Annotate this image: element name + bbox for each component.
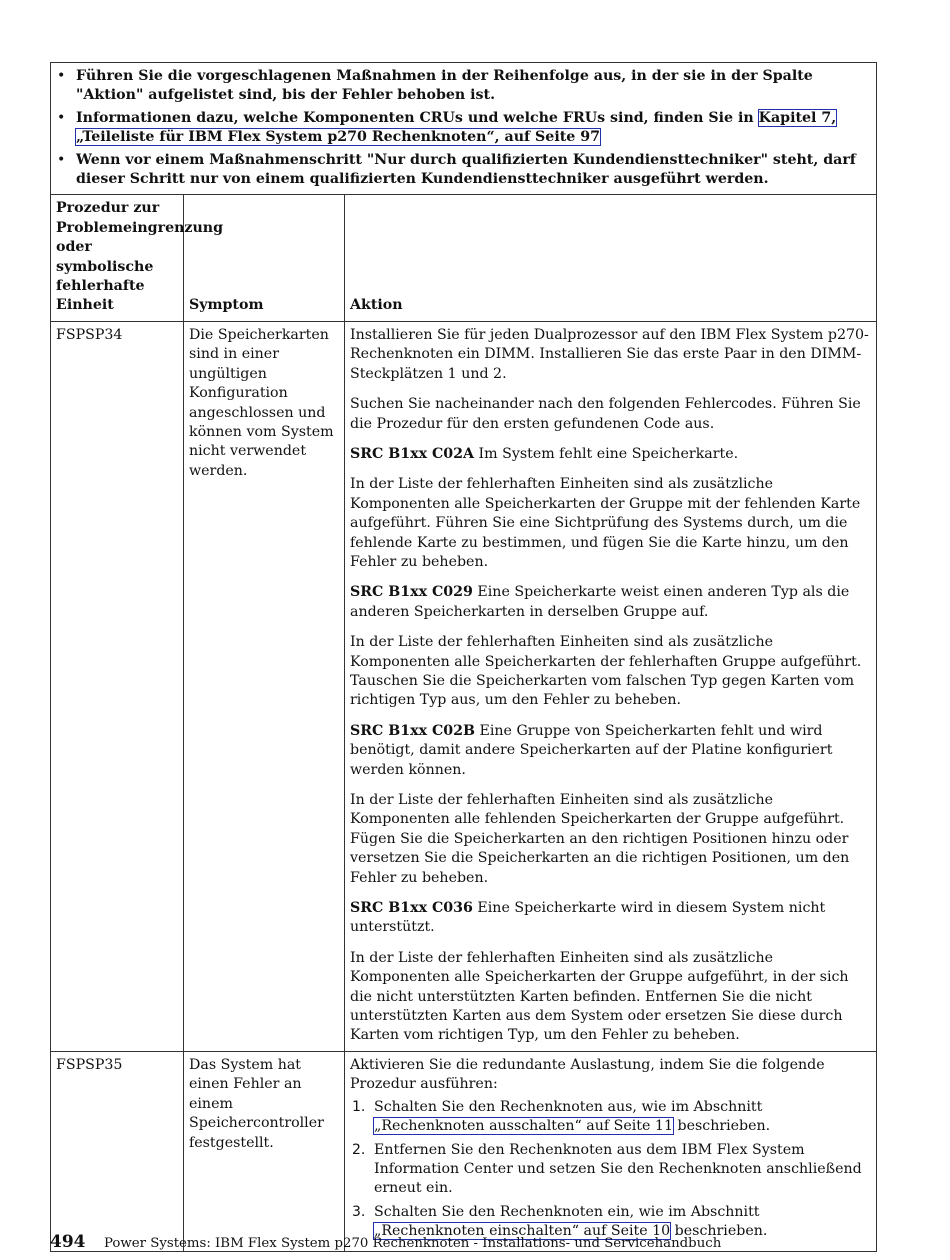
notes-row bbox=[51, 63, 877, 195]
parts-list-link[interactable]: Kapitel 7, „Teileliste für IBM Flex System p270 Rechenknoten“, auf Seite 97 bbox=[76, 109, 837, 146]
procedure-id: FSPSP35 bbox=[51, 1051, 184, 1251]
action-paragraph bbox=[350, 475, 871, 572]
action-text: Im System fehlt eine Speicherkarte. bbox=[474, 445, 739, 462]
action-paragraph bbox=[350, 722, 871, 780]
header-action: Aktion bbox=[345, 195, 877, 321]
action-text: Eine Speicherkarte wird in diesem System nicht unterstützt. bbox=[350, 900, 826, 936]
step-item bbox=[350, 1098, 871, 1137]
action-text: Suchen Sie nacheinander nach den folgenden Fehlercodes. Führen Sie die Prozedur für den ersten gefundenen Code aus. bbox=[350, 396, 861, 432]
action-text: In der Liste der fehlerhaften Einheiten sind als zusätzliche Komponenten alle Speicherkarten der Gruppe aufgeführt, in der sich die nicht unterstützten Karten befinden. Entfernen Sie die nicht unterstützten Karten aus dem System oder ersetzen Sie diese durch Karten vom richtigen Typ, um den Fehler zu beheben. bbox=[350, 949, 849, 1044]
step-text: Entfernen Sie den Rechenknoten aus dem IBM Flex System Information Center und setzen Sie den Rechenknoten anschließend erneut ein. bbox=[374, 1141, 862, 1197]
action-paragraph bbox=[350, 949, 871, 1046]
book-title: Power Systems: IBM Flex System p270 Rechenknoten - Installations- und Servicehandbuch bbox=[104, 1236, 722, 1251]
src-code: SRC B1xx C036 bbox=[350, 900, 473, 917]
src-code: SRC B1xx C02B bbox=[350, 722, 476, 739]
note-item bbox=[56, 151, 862, 190]
action-text: Eine Gruppe von Speicherkarten fehlt und wird benötigt, damit andere Speicherkarten auf der Platine konfiguriert werden können. bbox=[350, 722, 833, 778]
procedure-id: FSPSP34 bbox=[51, 321, 184, 1051]
src-code: SRC B1xx C02A bbox=[350, 445, 475, 462]
action-paragraph bbox=[350, 791, 871, 888]
action-cell bbox=[345, 321, 877, 1051]
action-paragraph bbox=[350, 899, 871, 938]
src-code: SRC B1xx C029 bbox=[350, 584, 473, 601]
note-item bbox=[56, 109, 862, 148]
notes-cell bbox=[51, 63, 877, 195]
action-paragraph bbox=[350, 633, 871, 711]
page-number: 494 bbox=[50, 1232, 86, 1252]
power-off-link[interactable]: „Rechenknoten ausschalten“ auf Seite 11 bbox=[374, 1118, 673, 1135]
step-number: 2. bbox=[352, 1141, 366, 1158]
action-text: In der Liste der fehlerhaften Einheiten sind als zusätzliche Komponenten alle Speicherkarten der Gruppe mit der fehlenden Karte aufgeführt. Führen Sie eine Sichtprüfung des Systems durch, um die fehlende Karte zu bestimmen, und fügen Sie die Karte hinzu, um den Fehler zu beheben. bbox=[350, 476, 861, 570]
header-symptom: Symptom bbox=[184, 195, 345, 321]
step-item bbox=[350, 1141, 871, 1199]
action-paragraph bbox=[350, 326, 871, 384]
action-paragraph bbox=[350, 445, 871, 464]
action-text: In der Liste der fehlerhaften Einheiten sind als zusätzliche Komponenten alle Speicherkarten der fehlerhaften Gruppe aufgeführt. Tauschen Sie die Speicherkarten vom falschen Typ gegen Karten vom richtigen Typ aus, um den Fehler zu beheben. bbox=[350, 634, 862, 709]
action-text: In der Liste der fehlerhaften Einheiten sind als zusätzliche Komponenten alle fehlenden Speicherkarten der Gruppe aufgeführt. Fügen Sie die Speicherkarten an den richtigen Positionen hinzu oder versetzen Sie die Speicherkarten an die richtigen Positionen, um den Fehler zu beheben. bbox=[350, 792, 850, 886]
note-text: Wenn vor einem Maßnahmenschritt "Nur durch qualifizierten Kundendiensttechniker" steht, darf dieser Schritt nur von einem qualifizierten Kundendiensttechniker ausgeführt werden. bbox=[76, 151, 856, 188]
error-code-table bbox=[50, 62, 877, 1252]
note-item bbox=[56, 67, 862, 106]
note-text: Informationen dazu, welche Komponenten CRUs und welche FRUs sind, finden Sie in bbox=[76, 109, 759, 126]
step-text: beschrieben. bbox=[672, 1118, 771, 1135]
bullet-icon: • bbox=[57, 68, 66, 84]
action-paragraph bbox=[350, 395, 871, 434]
table-row bbox=[51, 1051, 877, 1251]
note-text: Führen Sie die vorgeschlagenen Maßnahmen in der Reihenfolge aus, in der sie in der Spalte "Aktion" aufgelistet sind, bis der Fehler behoben ist. bbox=[76, 68, 813, 104]
step-number: 1. bbox=[352, 1098, 366, 1115]
action-cell bbox=[345, 1051, 877, 1251]
step-number: 3. bbox=[352, 1203, 366, 1220]
step-text: Schalten Sie den Rechenknoten ein, wie im Abschnitt bbox=[374, 1203, 760, 1220]
bullet-icon: • bbox=[57, 109, 66, 126]
symptom-cell: Das System hat einen Fehler an einem Speichercontroller festgestellt. bbox=[184, 1051, 345, 1251]
notes-list bbox=[56, 67, 862, 189]
action-paragraph bbox=[350, 583, 871, 622]
symptom-cell: Die Speicherkarten sind in einer ungültigen Konfiguration angeschlossen und können vom System nicht verwendet werden. bbox=[184, 321, 345, 1051]
action-text: Eine Speicherkarte weist einen anderen Typ als die anderen Speicherkarten in derselben Gruppe auf. bbox=[350, 584, 850, 620]
page-footer bbox=[50, 1233, 721, 1253]
table-row bbox=[51, 321, 877, 1051]
bullet-icon: • bbox=[57, 151, 66, 168]
power-on-link[interactable]: „Rechenknoten einschalten“ auf Seite 10 bbox=[374, 1223, 671, 1240]
action-intro: Aktivieren Sie die redundante Auslastung, indem Sie die folgende Prozedur ausführen: bbox=[350, 1056, 825, 1093]
header-procedure: Prozedur zur Problemeingrenzung oder symbolische fehlerhafte Einheit bbox=[51, 195, 184, 321]
action-text: Installieren Sie für jeden Dualprozessor auf den IBM Flex System p270-Rechenknoten ein DIMM. Installieren Sie das erste Paar in den DIMM-Steckplätzen 1 und 2. bbox=[350, 326, 869, 382]
header-row bbox=[51, 195, 877, 321]
steps-list bbox=[350, 1098, 871, 1242]
step-text: beschrieben. bbox=[670, 1223, 768, 1240]
step-text: Schalten Sie den Rechenknoten aus, wie im Abschnitt bbox=[374, 1098, 763, 1115]
